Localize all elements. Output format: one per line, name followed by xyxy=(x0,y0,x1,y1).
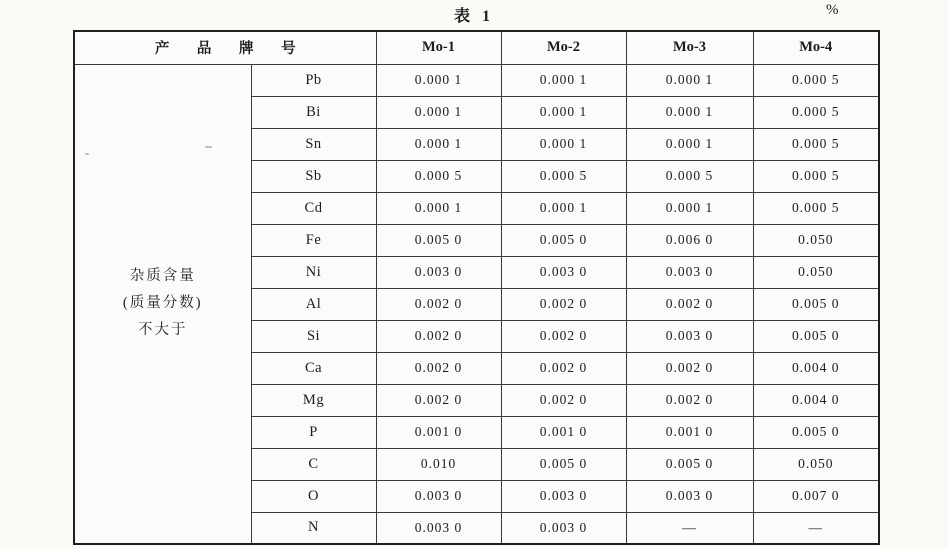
value-cell: 0.005 0 xyxy=(376,224,501,256)
value-cell: 0.000 1 xyxy=(376,192,501,224)
value-cell: 0.001 0 xyxy=(501,416,626,448)
value-cell: 0.002 0 xyxy=(501,384,626,416)
value-cell: 0.000 5 xyxy=(501,160,626,192)
value-cell: 0.002 0 xyxy=(501,320,626,352)
row-group-label-line: (质量分数) xyxy=(122,295,203,312)
element-symbol: N xyxy=(251,512,376,544)
value-cell: 0.004 0 xyxy=(753,384,879,416)
value-cell: 0.000 1 xyxy=(376,96,501,128)
row-group-label-line: 杂质含量 xyxy=(129,268,196,285)
element-symbol: Sb xyxy=(251,160,376,192)
value-cell: 0.050 xyxy=(753,448,879,480)
value-cell: — xyxy=(753,512,879,544)
value-cell: 0.003 0 xyxy=(626,320,753,352)
value-cell: 0.000 5 xyxy=(626,160,753,192)
value-cell: 0.005 0 xyxy=(753,416,879,448)
value-cell: 0.001 0 xyxy=(626,416,753,448)
value-cell: 0.000 1 xyxy=(376,64,501,96)
value-cell: 0.005 0 xyxy=(626,448,753,480)
value-cell: 0.002 0 xyxy=(376,352,501,384)
value-cell: 0.000 5 xyxy=(376,160,501,192)
value-cell: 0.007 0 xyxy=(753,480,879,512)
value-cell: 0.003 0 xyxy=(501,256,626,288)
value-cell: 0.000 5 xyxy=(753,160,879,192)
element-symbol: C xyxy=(251,448,376,480)
value-cell: 0.000 1 xyxy=(376,128,501,160)
row-group-label-line: 不大于 xyxy=(138,322,188,339)
element-symbol: P xyxy=(251,416,376,448)
value-cell: 0.003 0 xyxy=(626,480,753,512)
value-cell: 0.003 0 xyxy=(626,256,753,288)
element-symbol: Ca xyxy=(251,352,376,384)
value-cell: 0.002 0 xyxy=(626,288,753,320)
value-cell: 0.002 0 xyxy=(376,288,501,320)
value-cell: 0.000 1 xyxy=(501,96,626,128)
value-cell: 0.000 5 xyxy=(753,96,879,128)
value-cell: 0.000 1 xyxy=(501,192,626,224)
value-cell: 0.005 0 xyxy=(501,224,626,256)
value-cell: 0.002 0 xyxy=(376,384,501,416)
value-cell: 0.002 0 xyxy=(626,384,753,416)
element-symbol: Cd xyxy=(251,192,376,224)
element-symbol: Bi xyxy=(251,96,376,128)
value-cell: 0.000 5 xyxy=(753,64,879,96)
value-cell: 0.000 5 xyxy=(753,192,879,224)
value-cell: 0.003 0 xyxy=(501,480,626,512)
value-cell: 0.002 0 xyxy=(376,320,501,352)
value-cell: 0.050 xyxy=(753,224,879,256)
value-cell: 0.003 0 xyxy=(376,512,501,544)
element-symbol: Sn xyxy=(251,128,376,160)
header-col-mo-4: Mo-4 xyxy=(753,31,879,64)
header-col-mo-3: Mo-3 xyxy=(626,31,753,64)
value-cell: 0.003 0 xyxy=(501,512,626,544)
value-cell: 0.010 xyxy=(376,448,501,480)
value-cell: 0.000 1 xyxy=(501,128,626,160)
value-cell: 0.002 0 xyxy=(501,288,626,320)
value-cell: 0.000 1 xyxy=(626,128,753,160)
element-symbol: O xyxy=(251,480,376,512)
value-cell: 0.002 0 xyxy=(501,352,626,384)
value-cell: 0.006 0 xyxy=(626,224,753,256)
value-cell: 0.005 0 xyxy=(753,320,879,352)
element-symbol: Pb xyxy=(251,64,376,96)
header-row xyxy=(74,31,879,64)
value-cell: 0.002 0 xyxy=(626,352,753,384)
header-col-mo-1: Mo-1 xyxy=(376,31,501,64)
value-cell: 0.005 0 xyxy=(753,288,879,320)
value-cell: 0.000 1 xyxy=(501,64,626,96)
header-col-mo-2: Mo-2 xyxy=(501,31,626,64)
element-symbol: Mg xyxy=(251,384,376,416)
value-cell: 0.003 0 xyxy=(376,480,501,512)
element-symbol: Ni xyxy=(251,256,376,288)
table-title: 表 1 xyxy=(453,8,494,25)
header-product-grade: 产 品 牌 号 xyxy=(74,31,376,64)
value-cell: 0.005 0 xyxy=(501,448,626,480)
value-cell: 0.000 1 xyxy=(626,96,753,128)
value-cell: 0.000 1 xyxy=(626,192,753,224)
element-symbol: Fe xyxy=(251,224,376,256)
value-cell: 0.000 1 xyxy=(626,64,753,96)
value-cell: 0.000 5 xyxy=(753,128,879,160)
value-cell: 0.003 0 xyxy=(376,256,501,288)
unit-label: % xyxy=(826,2,839,18)
value-cell: 0.001 0 xyxy=(376,416,501,448)
element-symbol: Si xyxy=(251,320,376,352)
scan-artifact xyxy=(85,153,89,155)
row-group-label xyxy=(74,64,251,544)
impurity-limits-table xyxy=(73,30,880,545)
value-cell: 0.050 xyxy=(753,256,879,288)
element-symbol: Al xyxy=(251,288,376,320)
table-row-pb xyxy=(74,64,879,96)
scan-artifact xyxy=(205,146,212,148)
value-cell: — xyxy=(626,512,753,544)
value-cell: 0.004 0 xyxy=(753,352,879,384)
